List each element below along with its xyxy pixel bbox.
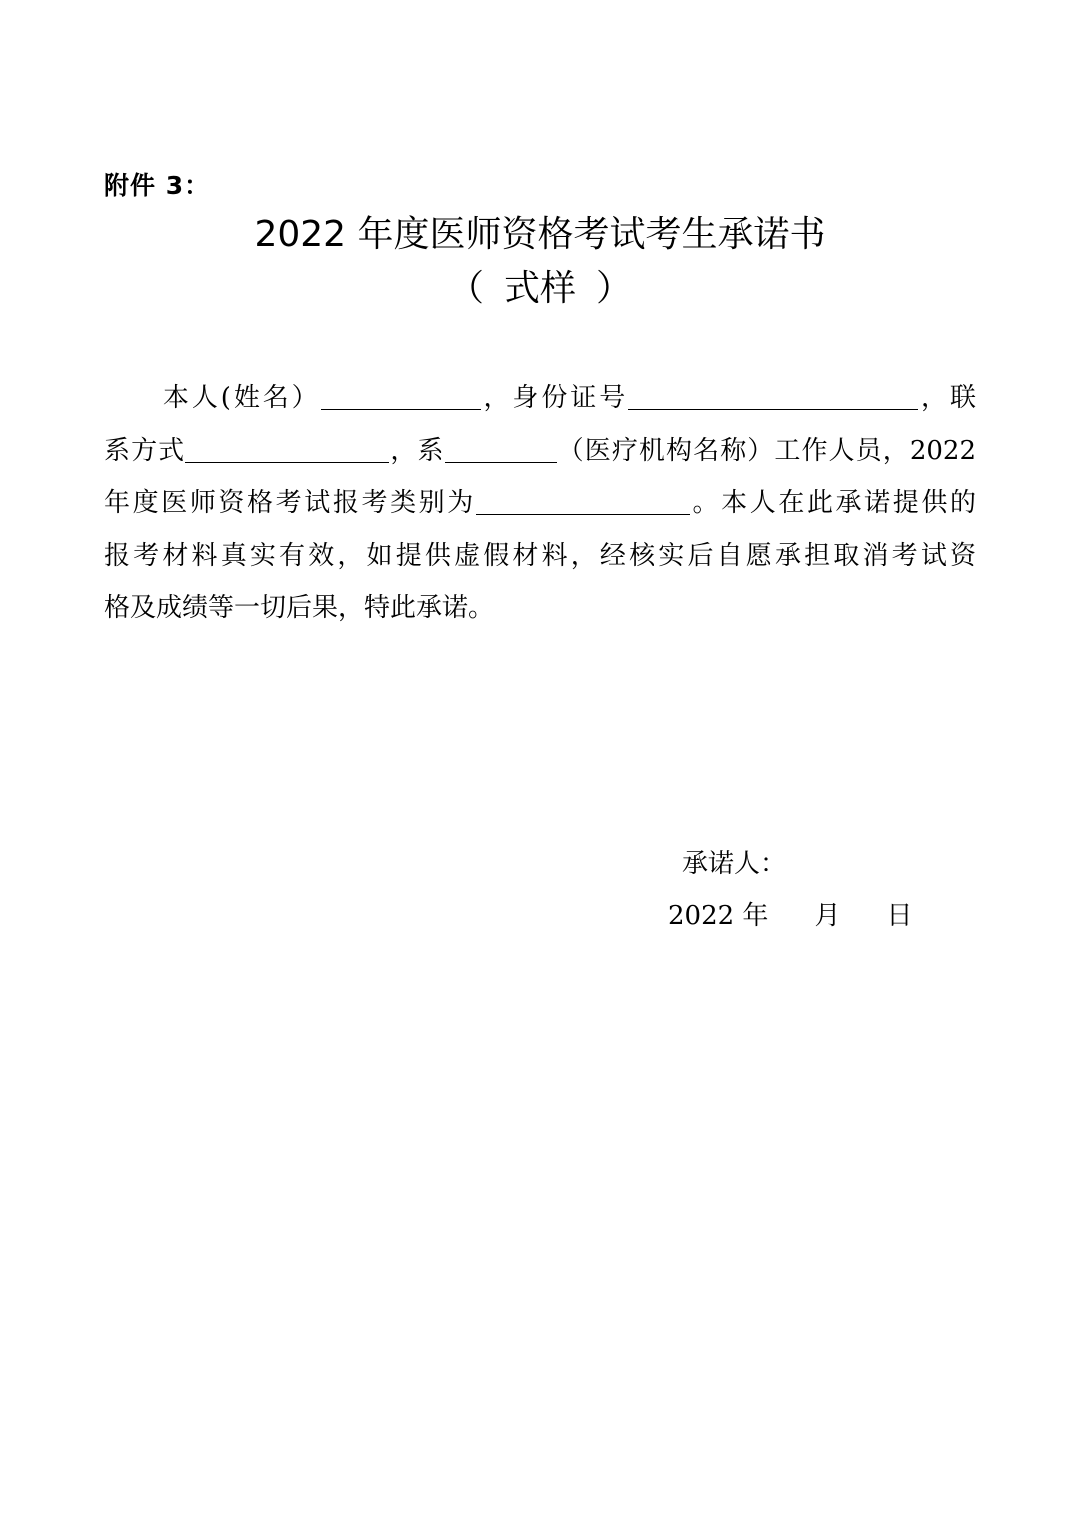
- commitment-body: [104, 372, 976, 635]
- body-line-3: [104, 477, 976, 530]
- institution-blank[interactable]: [445, 432, 557, 463]
- name-label: 本人(姓名）: [160, 383, 321, 413]
- date-month: 月: [814, 901, 841, 931]
- id-label: ，身份证号: [480, 383, 629, 413]
- id-number-blank[interactable]: [628, 379, 918, 410]
- attachment-label: 附件 3：: [104, 171, 211, 200]
- signer-label: 承诺人：: [682, 849, 787, 879]
- subtitle-open-paren: （: [447, 268, 484, 309]
- signature-date: [668, 896, 912, 936]
- institution-label: （医疗机构名称）工作人员，2022: [556, 435, 976, 466]
- commitment-start: 。本人在此承诺提供的: [689, 488, 976, 518]
- date-day: 日: [886, 901, 913, 931]
- category-label: 年度医师资格考试报考类别为: [104, 488, 476, 518]
- body-line-4: 报考材料真实有效，如提供虚假材料，经核实后自愿承担取消考试资: [104, 540, 976, 571]
- name-blank[interactable]: [321, 379, 481, 410]
- institution-prefix: ，系: [389, 435, 445, 466]
- contact-label: 系方式: [104, 435, 186, 466]
- document-title: 2022 年度医师资格考试考生承诺书: [254, 214, 826, 255]
- contact-label-start: ，联: [918, 383, 976, 413]
- subtitle-text: 式样: [503, 268, 576, 309]
- date-year: 2022 年: [668, 901, 769, 931]
- document-subtitle: [0, 265, 1080, 313]
- category-blank[interactable]: [476, 484, 690, 515]
- contact-blank[interactable]: [185, 432, 389, 463]
- body-line-2: [104, 425, 976, 478]
- body-line-5: 格及成绩等一切后果，特此承诺。: [104, 593, 495, 623]
- subtitle-close-paren: ）: [596, 268, 633, 309]
- body-line-1: [104, 372, 976, 425]
